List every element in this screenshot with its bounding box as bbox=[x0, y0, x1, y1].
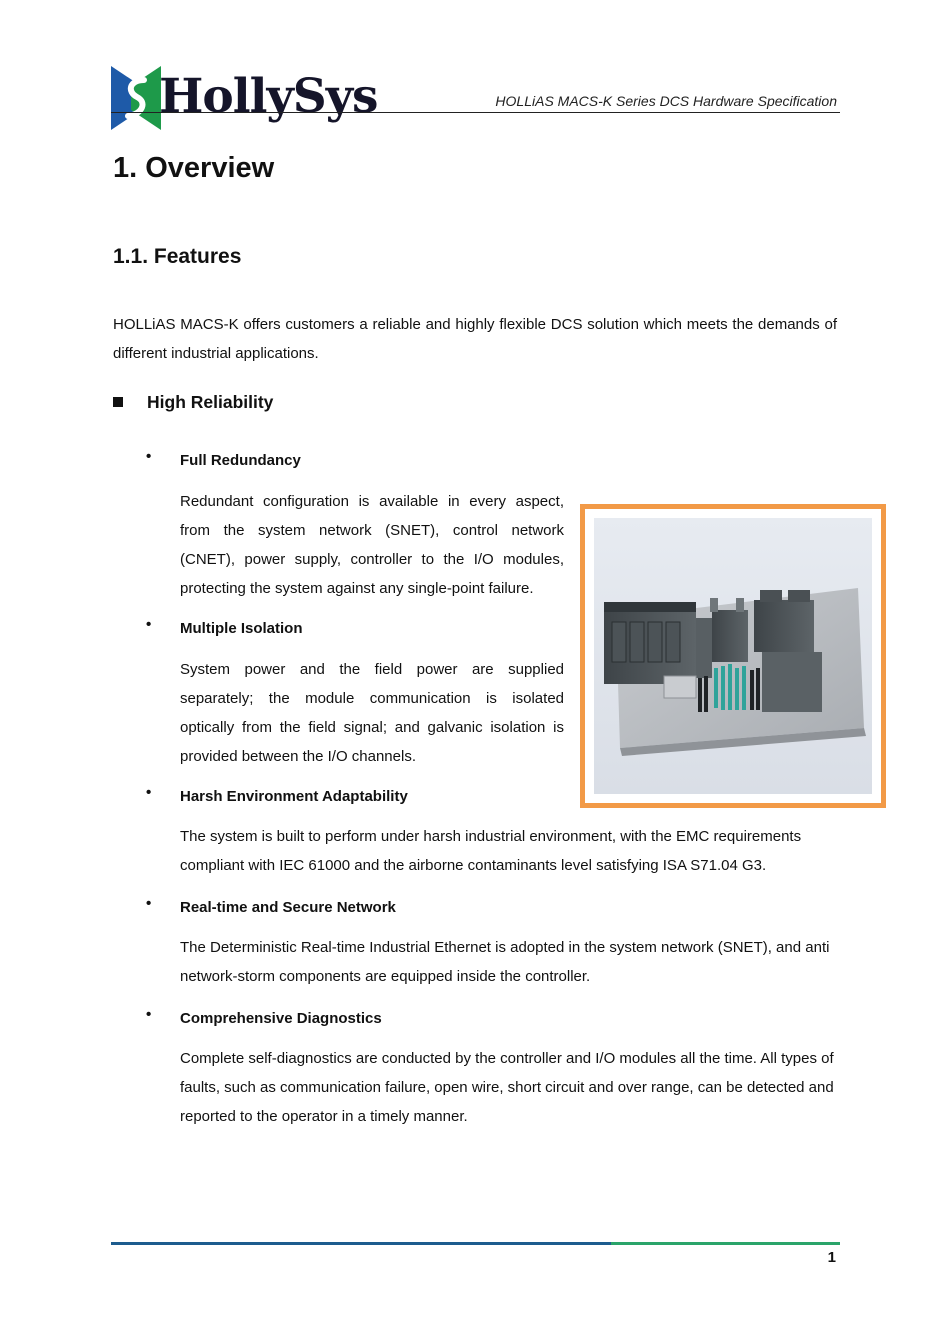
item-text-multiple-isolation: System power and the field power are supplied separately; the module communication is isolated optically from the field signal; and galvanic isolation is provided between the I/O channels. bbox=[180, 661, 564, 765]
bullet-dot-icon: • bbox=[146, 784, 152, 801]
subsection-heading bbox=[113, 392, 273, 413]
header-divider bbox=[111, 112, 840, 113]
item-text-full-redundancy: Redundant configuration is available in every aspect, from the system network (SNET), control network (CNET), power supply, controller to the I/O modules, protecting the system against any single-point failure. bbox=[180, 493, 564, 597]
item-title-multiple-isolation: Multiple Isolation bbox=[180, 620, 303, 637]
item-text-diagnostics: Complete self-diagnostics are conducted by the controller and I/O modules all the time. All types of faults, such as communication failure, open wire, short circuit and over range, can be detected and reported to the operator in a timely manner. bbox=[180, 1050, 834, 1125]
footer-divider bbox=[111, 1242, 840, 1245]
hardware-photo-frame bbox=[580, 504, 886, 808]
item-title-full-redundancy: Full Redundancy bbox=[180, 452, 301, 469]
document-header-title: HOLLiAS MACS-K Series DCS Hardware Specification bbox=[495, 93, 837, 109]
bullet-dot-icon: • bbox=[146, 616, 152, 633]
subsection-title: High Reliability bbox=[147, 392, 274, 412]
intro-paragraph: HOLLiAS MACS-K offers customers a reliable and highly flexible DCS solution which meets the demands of different industrial applications. bbox=[113, 316, 837, 362]
logo-wordmark: HollySys bbox=[159, 69, 378, 124]
bullet-dot-icon: • bbox=[146, 448, 152, 465]
square-bullet-icon bbox=[113, 397, 123, 407]
item-text-harsh-environment: The system is built to perform under harsh industrial environment, with the EMC requirements compliant with IEC 61000 and the airborne contaminants level satisfying ISA S71.04 G3. bbox=[180, 828, 802, 874]
dcs-hardware-photo bbox=[594, 518, 872, 794]
bullet-dot-icon: • bbox=[146, 895, 152, 912]
section-title: 1.1. Features bbox=[113, 245, 242, 268]
item-text-realtime-network: The Deterministic Real-time Industrial Ethernet is adopted in the system network (SNET), and anti network-storm components are equipped inside the controller. bbox=[180, 939, 830, 985]
bullet-dot-icon: • bbox=[146, 1006, 152, 1023]
logo-emblem-icon bbox=[111, 66, 161, 130]
item-title-realtime-network: Real-time and Secure Network bbox=[180, 899, 396, 916]
hollysys-logo bbox=[111, 66, 378, 130]
chapter-title: 1. Overview bbox=[113, 152, 275, 184]
page-number: 1 bbox=[827, 1249, 836, 1266]
item-title-harsh-environment: Harsh Environment Adaptability bbox=[180, 788, 408, 805]
item-title-diagnostics: Comprehensive Diagnostics bbox=[180, 1010, 382, 1027]
